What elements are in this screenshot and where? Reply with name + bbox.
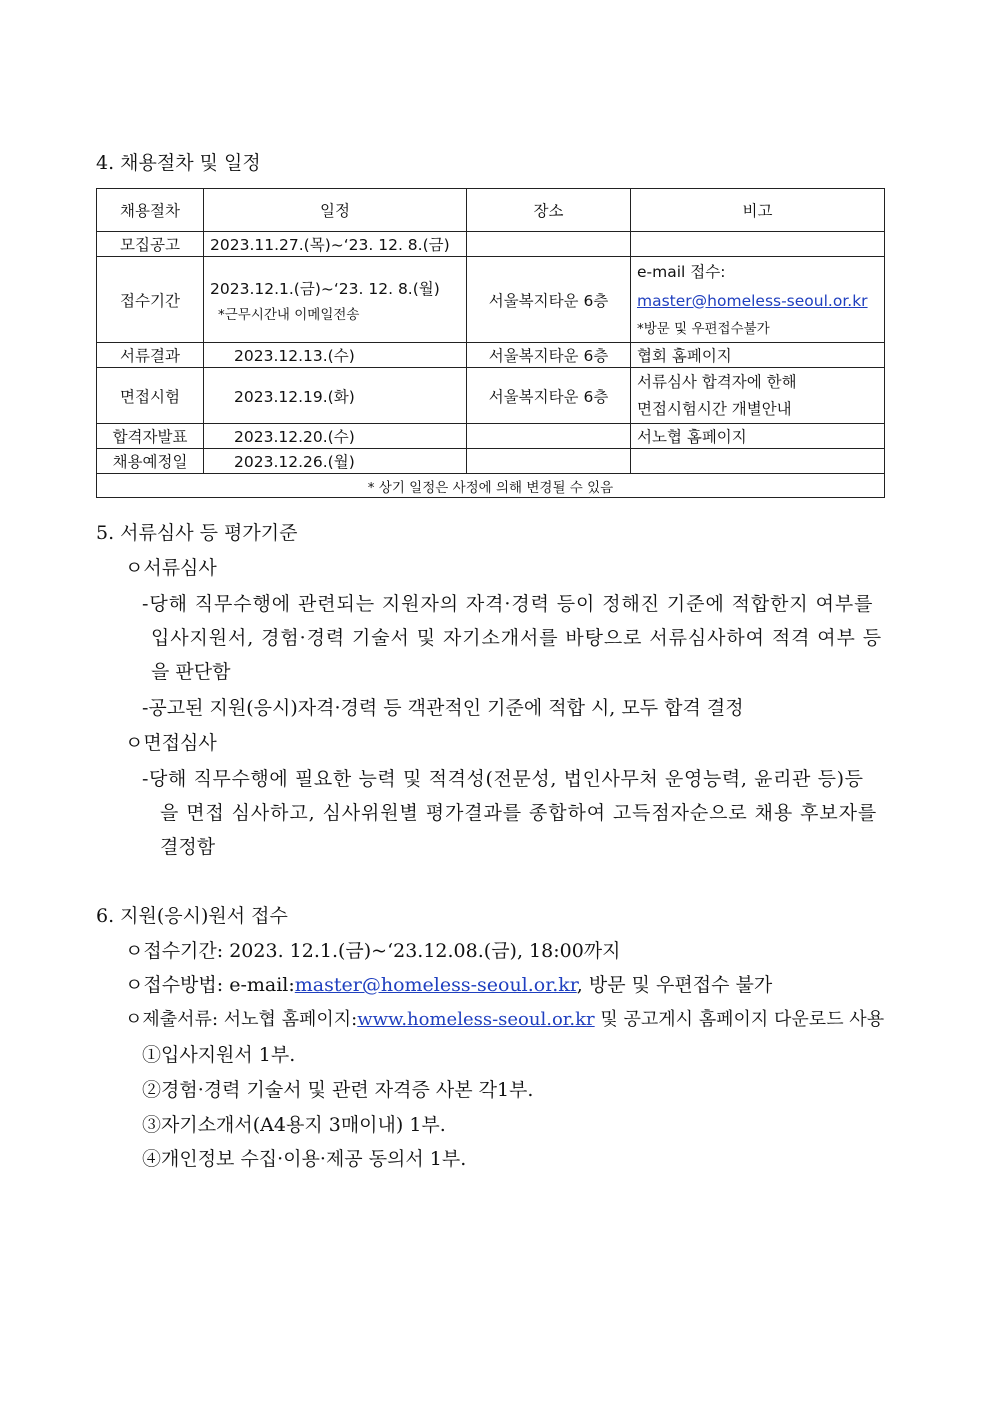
section-5-heading: 5. 서류심사 등 평가기준 — [96, 522, 298, 544]
remark-cell — [631, 449, 885, 474]
table-footnote: * 상기 일정은 사정에 의해 변경될 수 있음 — [97, 474, 885, 498]
doc-review-title: ㅇ서류심사 — [125, 557, 217, 579]
remark-cell — [631, 368, 885, 424]
date-cell: 2023.12.20.(수) — [204, 424, 467, 449]
interview-title: ㅇ면접심사 — [125, 732, 217, 754]
step-cell: 채용예정일 — [97, 449, 204, 474]
table-row — [97, 343, 885, 368]
date-cell: 2023.12.13.(수) — [204, 343, 467, 368]
remark-line: e-mail 접수: — [637, 262, 726, 281]
documents-note: 및 공고게시 홈페이지 다운로드 사용 — [594, 1009, 885, 1030]
table-footnote-row — [97, 474, 885, 498]
doc-review-text-4: -공고된 지원(응시)자격·경력 등 객관적인 기준에 적합 시, 모두 합격 결정 — [142, 697, 744, 719]
date-text: 2023.12.1.(금)~‘23. 12. 8.(월) — [210, 279, 440, 298]
date-cell: 2023.12.26.(월) — [204, 449, 467, 474]
schedule-table — [96, 188, 885, 498]
homepage-link[interactable]: www.homeless-seoul.or.kr — [357, 1009, 595, 1030]
interview-text-2: 을 면접 심사하고, 심사위원별 평가결과를 종합하여 고득점자순으로 채용 후보자를 — [160, 802, 878, 824]
application-period: ㅇ접수기간: 2023. 12.1.(금)~‘23.12.08.(금), 18:00까지 — [125, 940, 621, 962]
step-cell: 모집공고 — [97, 232, 204, 257]
table-row — [97, 424, 885, 449]
header-cell: 장소 — [467, 189, 631, 232]
step-cell: 합격자발표 — [97, 424, 204, 449]
document-item: ①입사지원서 1부. — [142, 1044, 296, 1066]
document-item: ②경험·경력 기술서 및 관련 자격증 사본 각1부. — [142, 1079, 534, 1101]
place-cell: 서울복지타운 6층 — [467, 343, 631, 368]
place-cell — [467, 232, 631, 257]
application-method — [125, 970, 772, 997]
documents-label: ㅇ제출서류: 서노협 홈페이지: — [125, 1009, 358, 1030]
method-note: , 방문 및 우편접수 불가 — [576, 974, 773, 996]
table-row — [97, 257, 885, 343]
method-label: ㅇ접수방법: e-mail: — [125, 974, 295, 996]
remark-cell — [631, 232, 885, 257]
remark-cell — [631, 257, 885, 343]
table-header-row — [97, 189, 885, 232]
place-cell — [467, 449, 631, 474]
interview-text-1: -당해 직무수행에 필요한 능력 및 적격성(전문성, 법인사무처 운영능력, 윤리관 등)등 — [142, 768, 864, 790]
email-link[interactable]: master@homeless-seoul.or.kr — [637, 291, 868, 310]
place-cell — [467, 424, 631, 449]
step-cell: 면접시험 — [97, 368, 204, 424]
date-note: *근무시간내 이메일전송 — [218, 306, 360, 323]
remark-line: 면접시험시간 개별안내 — [637, 399, 792, 418]
remark-cell: 협회 홈페이지 — [631, 343, 885, 368]
step-cell: 접수기간 — [97, 257, 204, 343]
header-cell: 비고 — [631, 189, 885, 232]
date-cell — [204, 257, 467, 343]
place-cell: 서울복지타운 6층 — [467, 368, 631, 424]
remark-cell: 서노협 홈페이지 — [631, 424, 885, 449]
doc-review-text-3: 을 판단함 — [151, 661, 231, 683]
header-cell: 일정 — [204, 189, 467, 232]
date-cell: 2023.12.19.(화) — [204, 368, 467, 424]
remark-line: 서류심사 합격자에 한해 — [637, 372, 797, 391]
document-item: ④개인정보 수집·이용·제공 동의서 1부. — [142, 1148, 467, 1170]
section-4-heading: 4. 채용절차 및 일정 — [96, 152, 261, 174]
remark-note: *방문 및 우편접수불가 — [637, 320, 770, 337]
section-6-heading: 6. 지원(응시)원서 접수 — [96, 905, 288, 927]
document-item: ③자기소개서(A4용지 3매이내) 1부. — [142, 1114, 446, 1136]
step-cell: 서류결과 — [97, 343, 204, 368]
doc-review-text-2: 입사지원서, 경험·경력 기술서 및 자기소개서를 바탕으로 서류심사하여 적격 여부 등 — [151, 627, 882, 649]
header-cell: 채용절차 — [97, 189, 204, 232]
doc-review-text-1: -당해 직무수행에 관련되는 지원자의 자격·경력 등이 정해진 기준에 적합한지 여부를 — [142, 593, 874, 615]
place-cell: 서울복지타운 6층 — [467, 257, 631, 343]
table-row — [97, 232, 885, 257]
table-row — [97, 368, 885, 424]
interview-text-3: 결정함 — [160, 836, 216, 858]
method-email-link[interactable]: master@homeless-seoul.or.kr — [294, 974, 577, 996]
table-row — [97, 449, 885, 474]
required-documents — [125, 1005, 884, 1031]
date-cell: 2023.11.27.(목)~‘23. 12. 8.(금) — [204, 232, 467, 257]
